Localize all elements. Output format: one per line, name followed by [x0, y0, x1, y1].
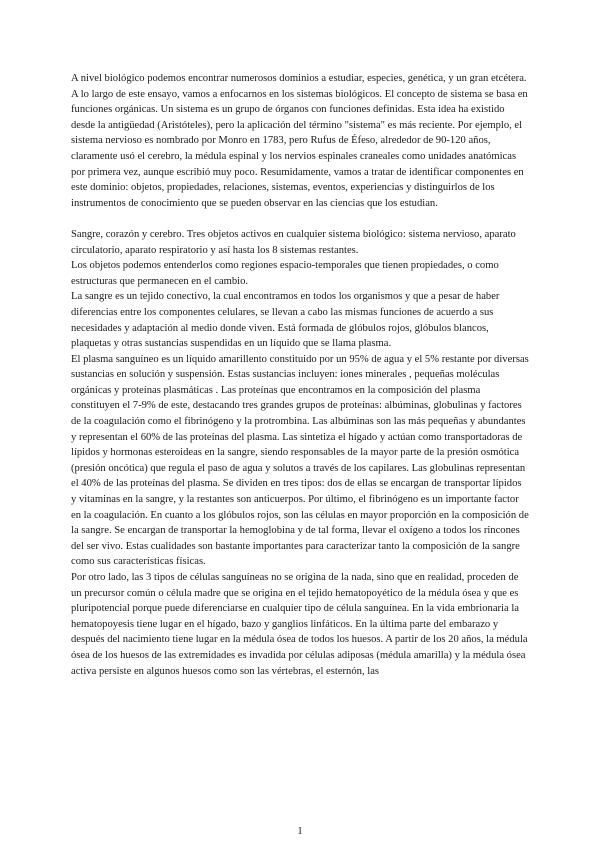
document-body — [71, 71, 529, 679]
paragraph-blood: La sangre es un tejido conectivo, la cual encontramos en todos los organismos y que a pesar de haber diferencias entre los componentes celulares, se llevan a cabo las mismas funciones de acuerdo a sus necesidades y adaptación al medio donde viven. Está formada de glóbulos rojos, glóbulos blancos, plaquetas y otras sustancias suspendidas en un líquido que se llama plasma. — [71, 291, 500, 350]
paragraph-objects: Los objetos podemos entenderlos como regiones espacio-temporales que tienen propiedades, o como estructuras que permanecen en el cambio. — [71, 260, 499, 287]
paragraph-hematopoiesis: Por otro lado, las 3 tipos de células sanguíneas no se origina de la nada, sino que en realidad, proceden de un precursor común o célula madre que se origina en el tejido hematopoyético de la médula ósea y que es pluripotencial porque puede diferenciarse en cualquier tipo de célula sanguínea. En la vida embrionaria la hematopoyesis tiene lugar en el hígado, bazo y ganglios linfáticos. En la última parte del embarazo y después del nacimiento tiene lugar en la médula ósea de todos los huesos. A partir de los 20 años, la médula ósea de los huesos de las extremidades es invadida por células adiposas (médula amarilla) y la médula ósea activa persiste en algunos huesos como son las vértebras, el esternón, las — [71, 572, 528, 677]
paragraph-plasma: El plasma sanguíneo es un líquido amarillento constituido por un 95% de agua y el 5% restante por diversas sustancias en solución y suspensión. Estas sustancias incluyen: iones minerales , pequeñas moléculas orgánicas y proteínas plasmáticas . Las proteínas que encontramos en la composición del plasma constituyen el 7-9% de este, destacando tres grandes grupos de proteínas: albúminas, globulinas y factores de la coagulación como el fibrinógeno y la protrombina. Las albúminas son las más pequeñas y abundantes y representan el 60% de las proteínas del plasma. Las sintetiza el hígado y actúan como transportadoras de lípidos y hormonas esteroideas en la sangre, siendo responsables de la mayor parte de la presión osmótica (presión oncótica) que regula el paso de agua y solutos a través de los capilares. Las globulinas representan el 40% de las proteínas del plasma. Se dividen en tres tipos: dos de ellas se encargan de transportar lípidos y vitaminas en la sangre, y la restantes son anticuerpos. Por último, el fibrinógeno es un importante factor en la coagulación. En cuanto a los glóbulos rojos, son las células en mayor proporción en la composición de la sangre. Se encargan de transportar la hemoglobina y de tal forma, llevar el oxígeno a todos los rincones del ser vivo. Estas cualidades son bastante importantes para caracterizar tanto la composición de la sangre como sus características físicas. — [71, 353, 529, 568]
paragraph-blood-heart-brain: Sangre, corazón y cerebro. Tres objetos activos en cualquier sistema biológico: sistema nervioso, aparato circulatorio, aparato respiratorio y así hasta los 8 sistemas restantes. — [71, 228, 516, 256]
page-number: 1 — [297, 826, 303, 837]
paragraph-intro: A nivel biológico podemos encontrar numerosos dominios a estudiar, especies, genética, y un gran etcétera. A lo largo de este ensayo, vamos a enfocarnos en los sistemas biológicos. El concepto de sistema se basa en funciones orgánicas. Un sistema es un grupo de órganos con funciones definidas. Esta idea ha existido desde la antigüedad (Aristóteles), pero la aplicación del término "sistema" es más reciente. Por ejemplo, el sistema nervioso es nombrado por Monro en 1783, pero Rufus de Éfeso, alrededor de 90-120 años, claramente usó el cerebro, la médula espinal y los nervios espinales craneales como unidades anatómicas por primera vez, aunque escribió muy poco. Resumidamente, vamos a tratar de identificar componentes en este dominio: objetos, propiedades, relaciones, sistemas, eventos, experiencias y distinguirlos de los instrumentos de conocimiento que se pueden observar en las ciencias que los estudian. — [71, 73, 528, 209]
